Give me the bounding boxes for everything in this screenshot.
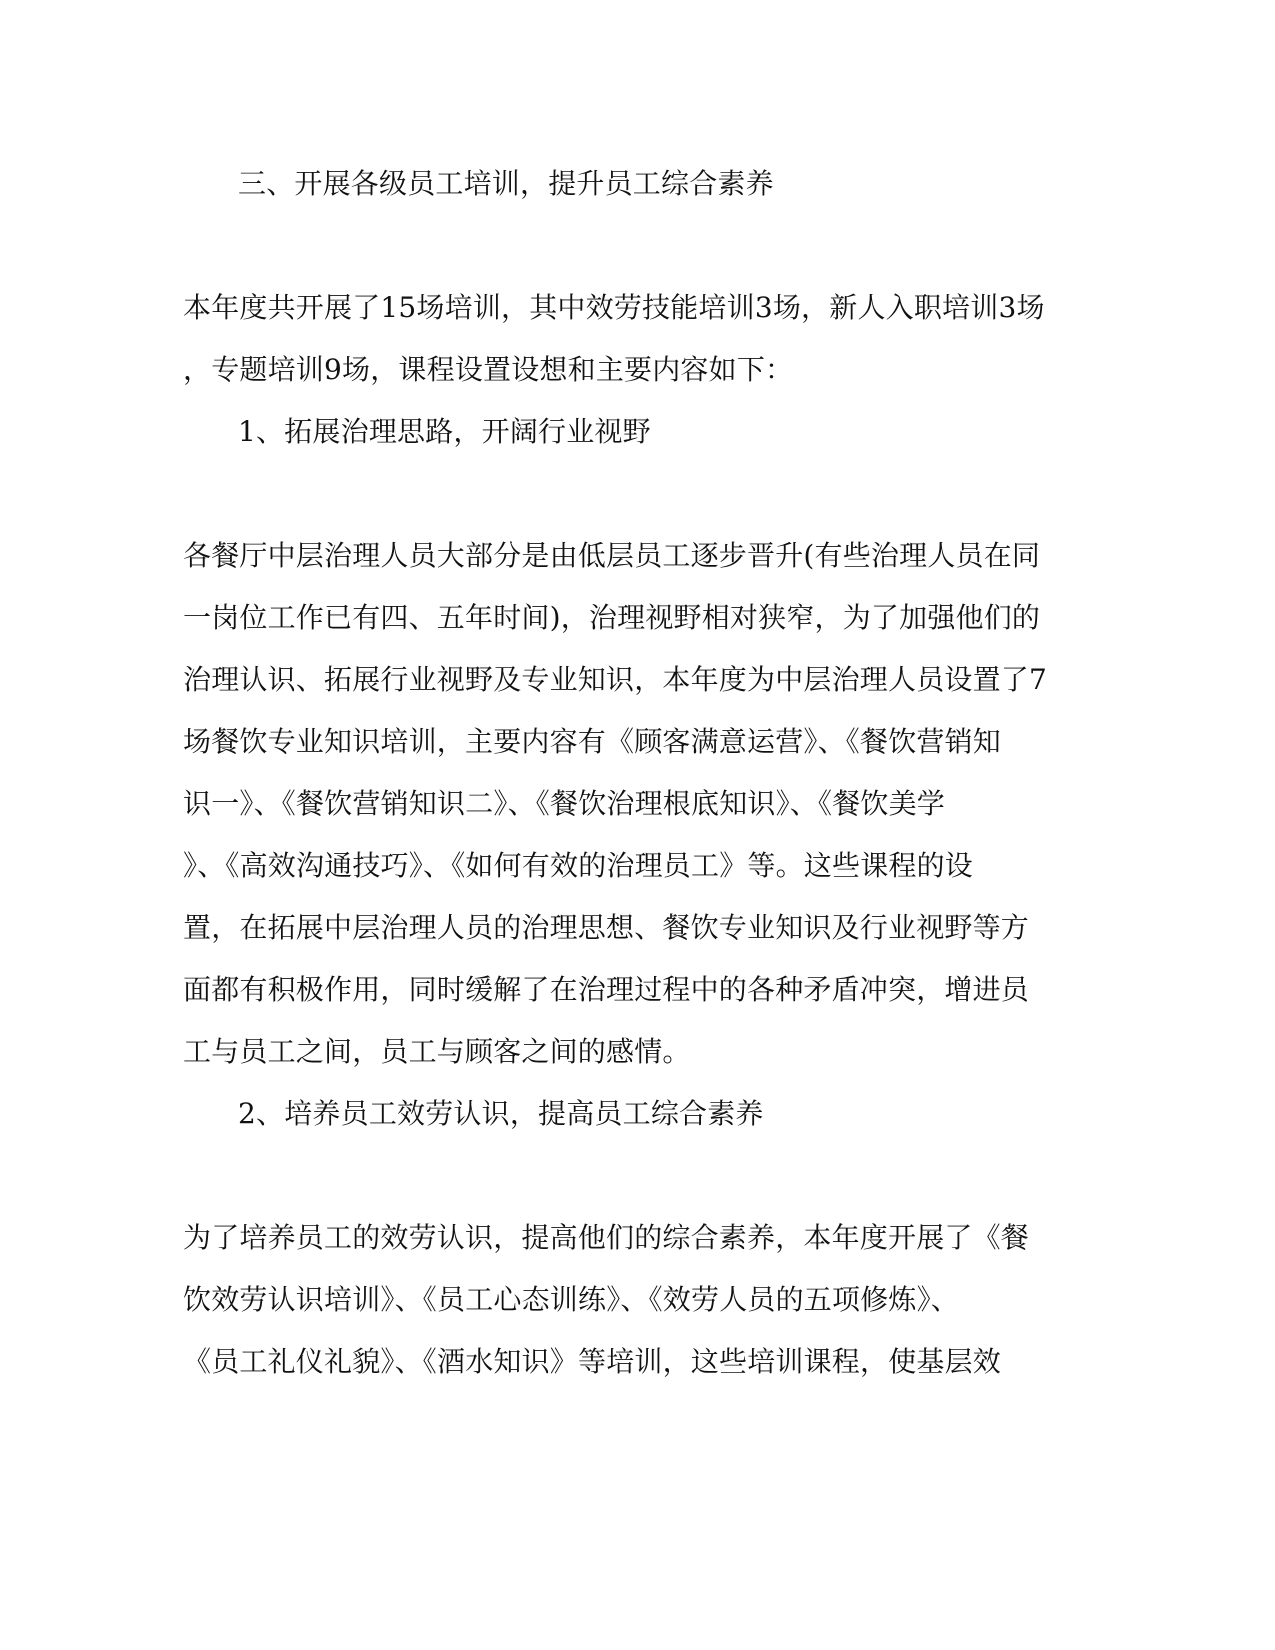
subsection-1-line-2: 一岗位工作已有四、五年时间)，治理视野相对狭窄，为了加强他们的 <box>183 601 1041 634</box>
subsection-1-line-9: 工与员工之间，员工与顾客之间的感情。 <box>183 1035 691 1068</box>
subsection-1-line-5: 识一》、《餐饮营销知识二》、《餐饮治理根底知识》、《餐饮美学 <box>183 787 946 820</box>
subsection-2-line-3: 《员工礼仪礼貌》、《酒水知识》等培训，这些培训课程，使基层效 <box>183 1345 1002 1378</box>
subsection-1-line-3: 治理认识、拓展行业视野及专业知识，本年度为中层治理人员设置了7 <box>183 663 1048 696</box>
subsection-1-line-8: 面都有积极作用，同时缓解了在治理过程中的各种矛盾冲突，增进员 <box>183 973 1030 1006</box>
intro-line-2: ，专题培训9场，课程设置设想和主要内容如下： <box>183 353 794 386</box>
intro-line-1: 本年度共开展了15场培训，其中效劳技能培训3场，新人入职培训3场 <box>183 291 1045 324</box>
subsection-1-line-7: 置，在拓展中层治理人员的治理思想、餐饮专业知识及行业视野等方 <box>183 911 1030 944</box>
subsection-2-line-2: 饮效劳认识培训》、《员工心态训练》、《效劳人员的五项修炼》、 <box>183 1283 960 1316</box>
section-heading: 三、开展各级员工培训，提升员工综合素养 <box>238 167 774 200</box>
subsection-2-line-1: 为了培养员工的效劳认识，提高他们的综合素养，本年度开展了《餐 <box>183 1221 1030 1254</box>
subsection-1-line-1: 各餐厅中层治理人员大部分是由低层员工逐步晋升(有些治理人员在同 <box>183 539 1041 572</box>
subsection-2-heading: 2、培养员工效劳认识，提高员工综合素养 <box>238 1097 764 1130</box>
subsection-1-heading: 1、拓展治理思路，开阔行业视野 <box>238 415 651 448</box>
subsection-1-line-4: 场餐饮专业知识培训，主要内容有《顾客满意运营》、《餐饮营销知 <box>183 725 1002 758</box>
subsection-1-line-6: 》、《高效沟通技巧》、《如何有效的治理员工》等。这些课程的设 <box>183 849 974 882</box>
